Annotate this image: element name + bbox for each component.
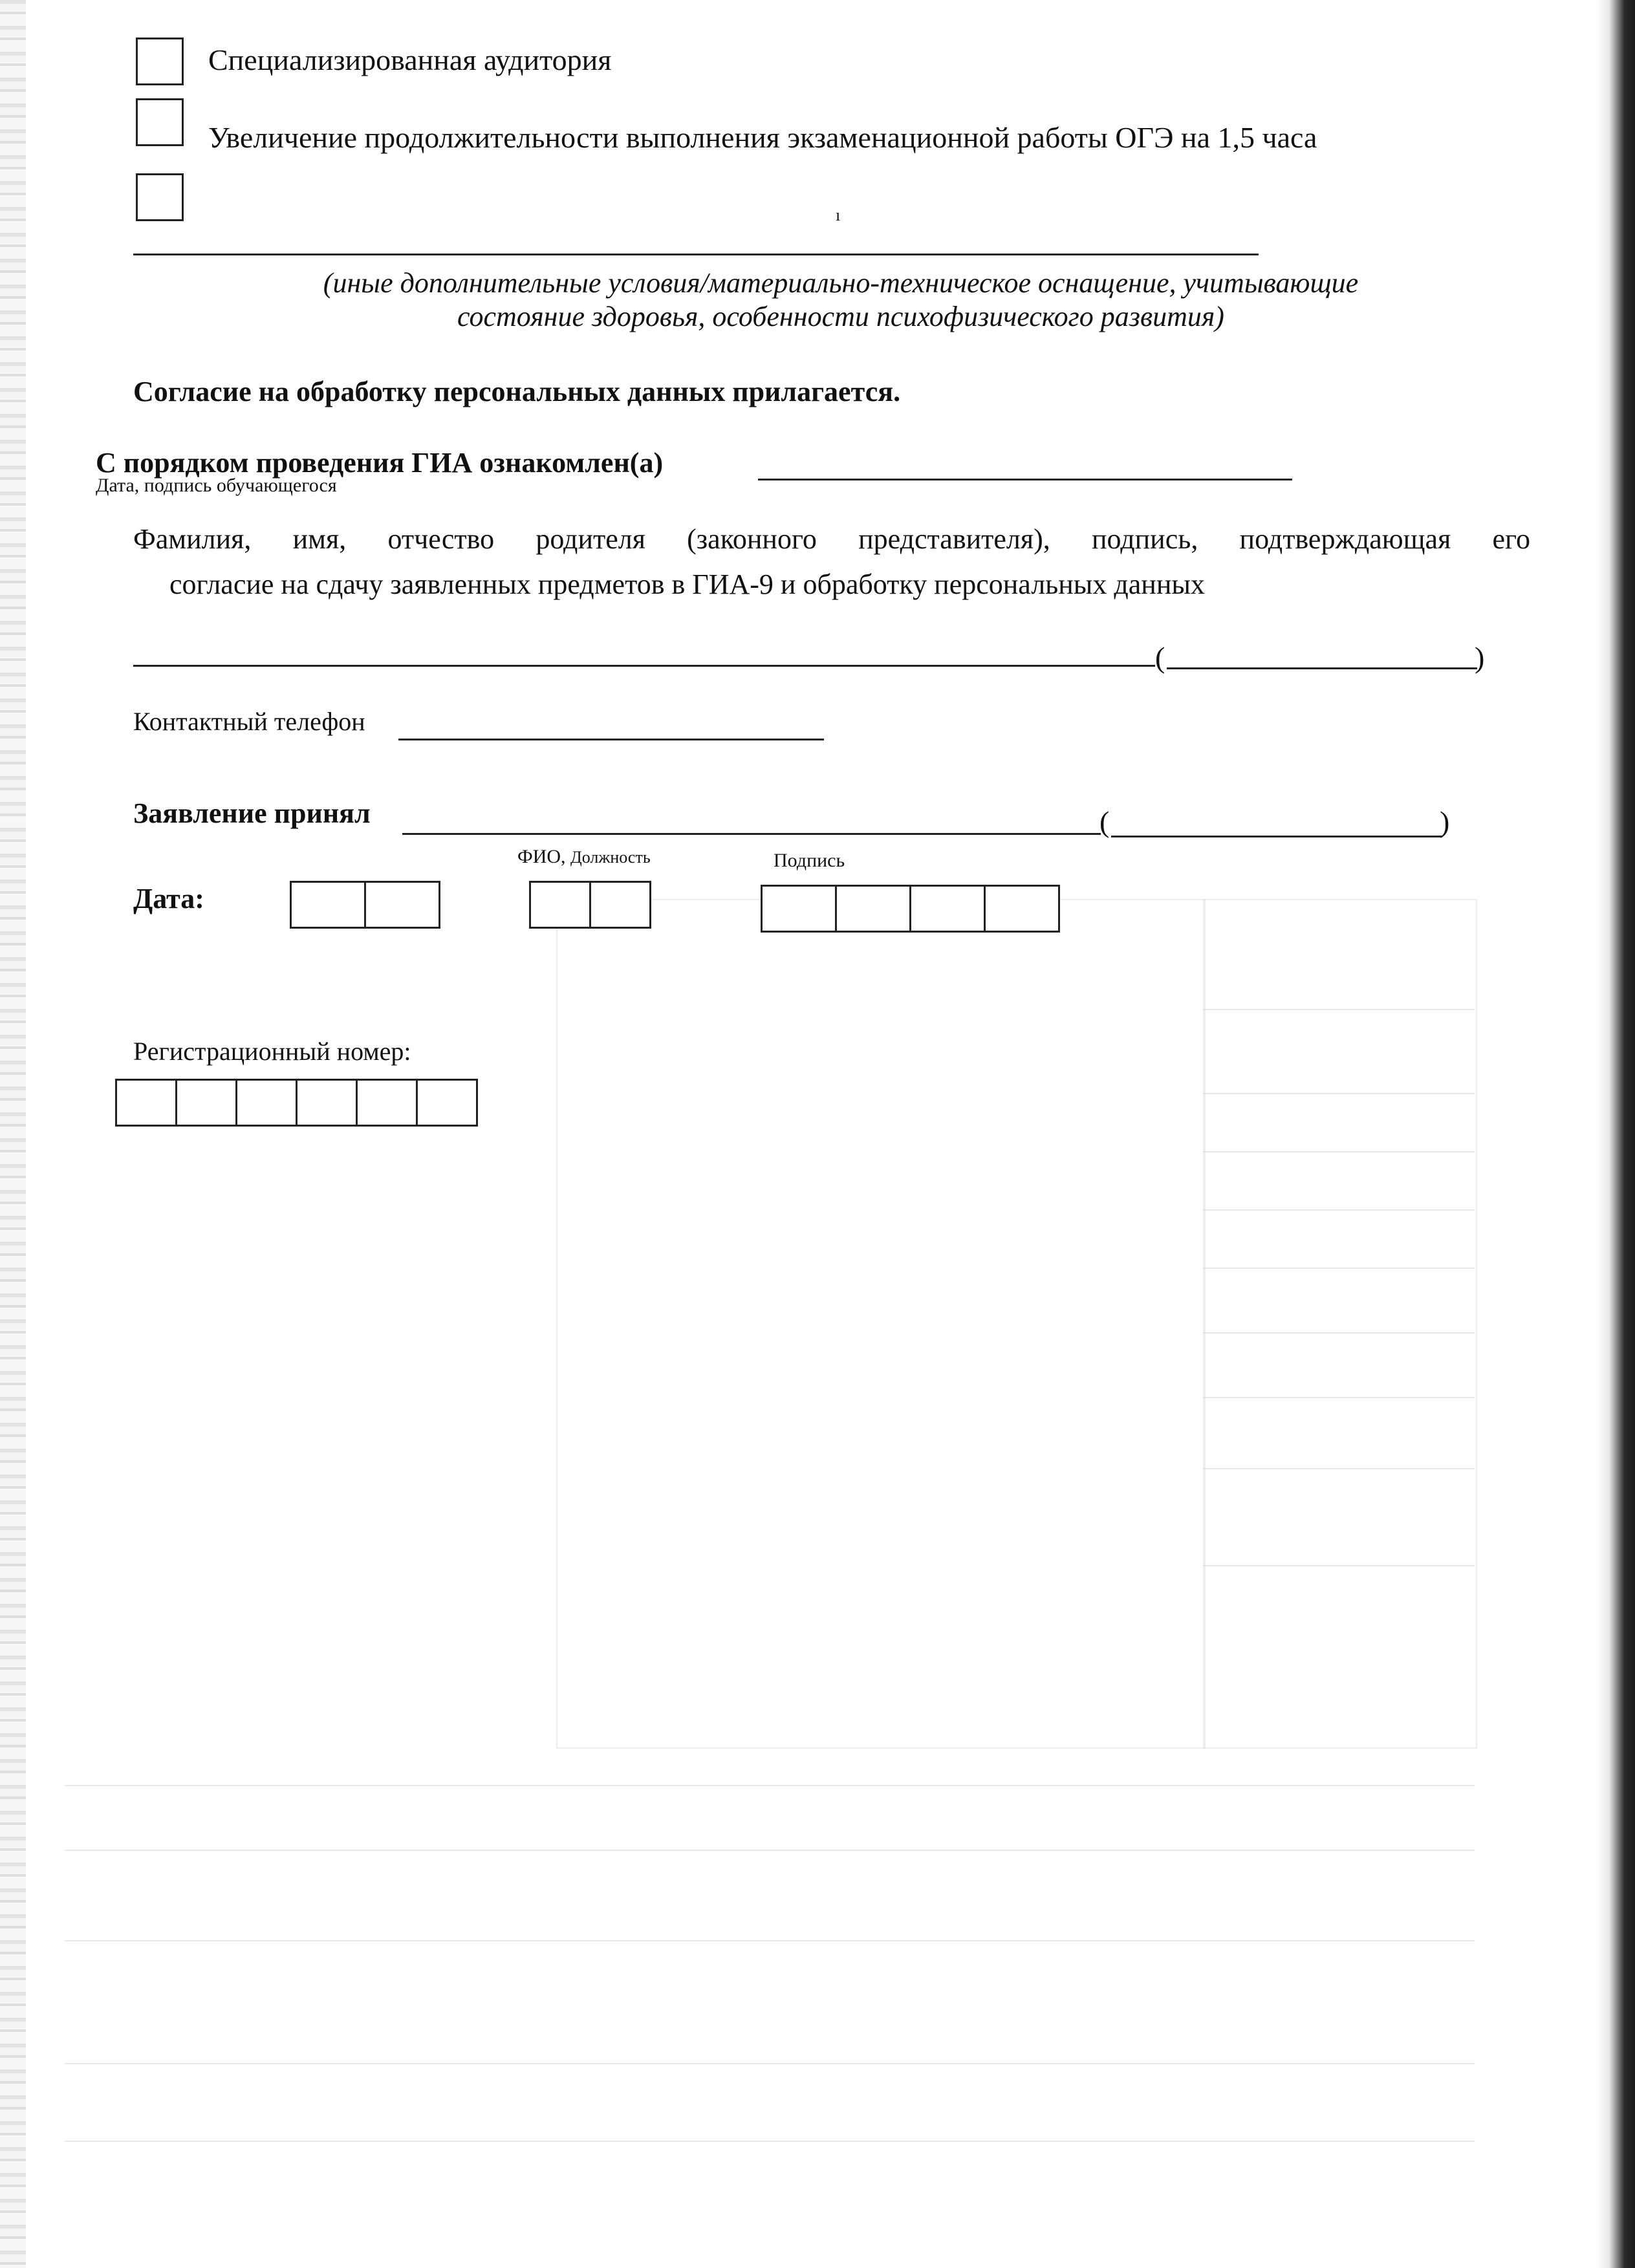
bleed-line — [65, 2063, 1475, 2064]
date-label: Дата: — [133, 883, 204, 914]
bleed-line — [1203, 1397, 1475, 1398]
date-month-digit-box[interactable] — [589, 881, 651, 929]
registration-digit-box[interactable] — [235, 1079, 298, 1127]
fio-caption: ФИО, — [517, 846, 566, 867]
other-conditions-line[interactable] — [133, 254, 1259, 255]
accepted-signature-line[interactable] — [1111, 836, 1442, 837]
other-conditions-caption-line-1: (иные дополнительные условия/материально-техническое оснащение, учитывающие — [323, 267, 1359, 299]
gia-procedure-label: С порядком проведения ГИА ознакомлен(а) — [96, 447, 664, 479]
bleed-line — [1203, 1468, 1475, 1469]
bleed-line — [1203, 1565, 1475, 1566]
gia-procedure-signature-line[interactable] — [758, 479, 1292, 481]
parent-signature-open-paren: ( — [1155, 641, 1165, 674]
other-conditions-caption-line-2: состояние здоровья, особенности психофизического развития) — [457, 301, 1224, 332]
option-specialized-room-label: Специализированная аудитория — [208, 43, 612, 76]
date-year-digit-box[interactable] — [984, 885, 1060, 933]
consent-attached-text: Согласие на обработку персональных данных прилагается. — [133, 376, 901, 407]
parent-paragraph-line-1: Фамилия, имя, отчество родителя (законного представителя), подпись, подтверждающая его — [133, 523, 1530, 555]
parent-fio-line[interactable] — [133, 665, 1155, 667]
registration-digit-box[interactable] — [175, 1079, 237, 1127]
contact-phone-label: Контактный телефон — [133, 707, 365, 736]
bleed-through-table-mid — [556, 899, 1206, 1749]
registration-digit-box[interactable] — [115, 1079, 177, 1127]
stray-mark: ı — [836, 206, 841, 224]
date-year-digit-box[interactable] — [835, 885, 911, 933]
bleed-line — [1203, 1093, 1475, 1094]
bleed-line — [1203, 1209, 1475, 1211]
signature-caption: Подпись — [774, 850, 845, 871]
accepted-close-paren: ) — [1440, 805, 1450, 838]
bleed-line — [65, 1940, 1475, 1941]
bleed-line — [65, 1785, 1475, 1786]
parent-paragraph-line-2: согласие на сдачу заявленных предметов в ГИА-9 и обработку персональных данных — [169, 568, 1205, 600]
bleed-line — [1203, 1009, 1475, 1010]
bleed-line — [65, 2141, 1475, 2142]
registration-digit-box[interactable] — [296, 1079, 358, 1127]
scan-left-edge-noise — [0, 0, 26, 2268]
bleed-line — [65, 1850, 1475, 1851]
parent-signature-close-paren: ) — [1475, 641, 1485, 674]
parent-signature-line[interactable] — [1167, 667, 1477, 669]
registration-digit-box[interactable] — [416, 1079, 478, 1127]
date-year-digit-box[interactable] — [761, 885, 837, 933]
registration-number-label: Регистрационный номер: — [133, 1037, 411, 1066]
checkbox-other-conditions[interactable] — [136, 173, 184, 221]
position-caption: Должность — [570, 848, 651, 867]
other-conditions-caption — [162, 266, 1520, 334]
date-year-boxes[interactable] — [761, 885, 1060, 933]
application-accepted-label: Заявление принял — [133, 797, 371, 829]
date-month-boxes[interactable] — [529, 881, 651, 929]
accepted-fio-line[interactable] — [402, 833, 1101, 835]
fio-position-caption — [517, 846, 651, 868]
date-day-boxes[interactable] — [290, 881, 440, 929]
date-month-digit-box[interactable] — [529, 881, 591, 929]
bleed-through-table — [1203, 899, 1477, 1749]
checkbox-specialized-room[interactable] — [136, 38, 184, 85]
registration-digit-box[interactable] — [356, 1079, 418, 1127]
checkbox-extended-time[interactable] — [136, 98, 184, 146]
scan-right-edge-shadow — [1596, 0, 1635, 2268]
contact-phone-line[interactable] — [398, 739, 824, 740]
option-extended-time-label: Увеличение продолжительности выполнения экзаменационной работы ОГЭ на 1,5 часа — [208, 121, 1317, 154]
date-year-digit-box[interactable] — [909, 885, 986, 933]
date-day-digit-box[interactable] — [364, 881, 440, 929]
date-day-digit-box[interactable] — [290, 881, 366, 929]
bleed-line — [1203, 1332, 1475, 1334]
accepted-open-paren: ( — [1099, 805, 1110, 838]
student-signature-caption: Дата, подпись обучающегося — [96, 475, 337, 496]
bleed-line — [1203, 1151, 1475, 1152]
registration-number-boxes[interactable] — [115, 1079, 478, 1127]
bleed-line — [1203, 1268, 1475, 1269]
